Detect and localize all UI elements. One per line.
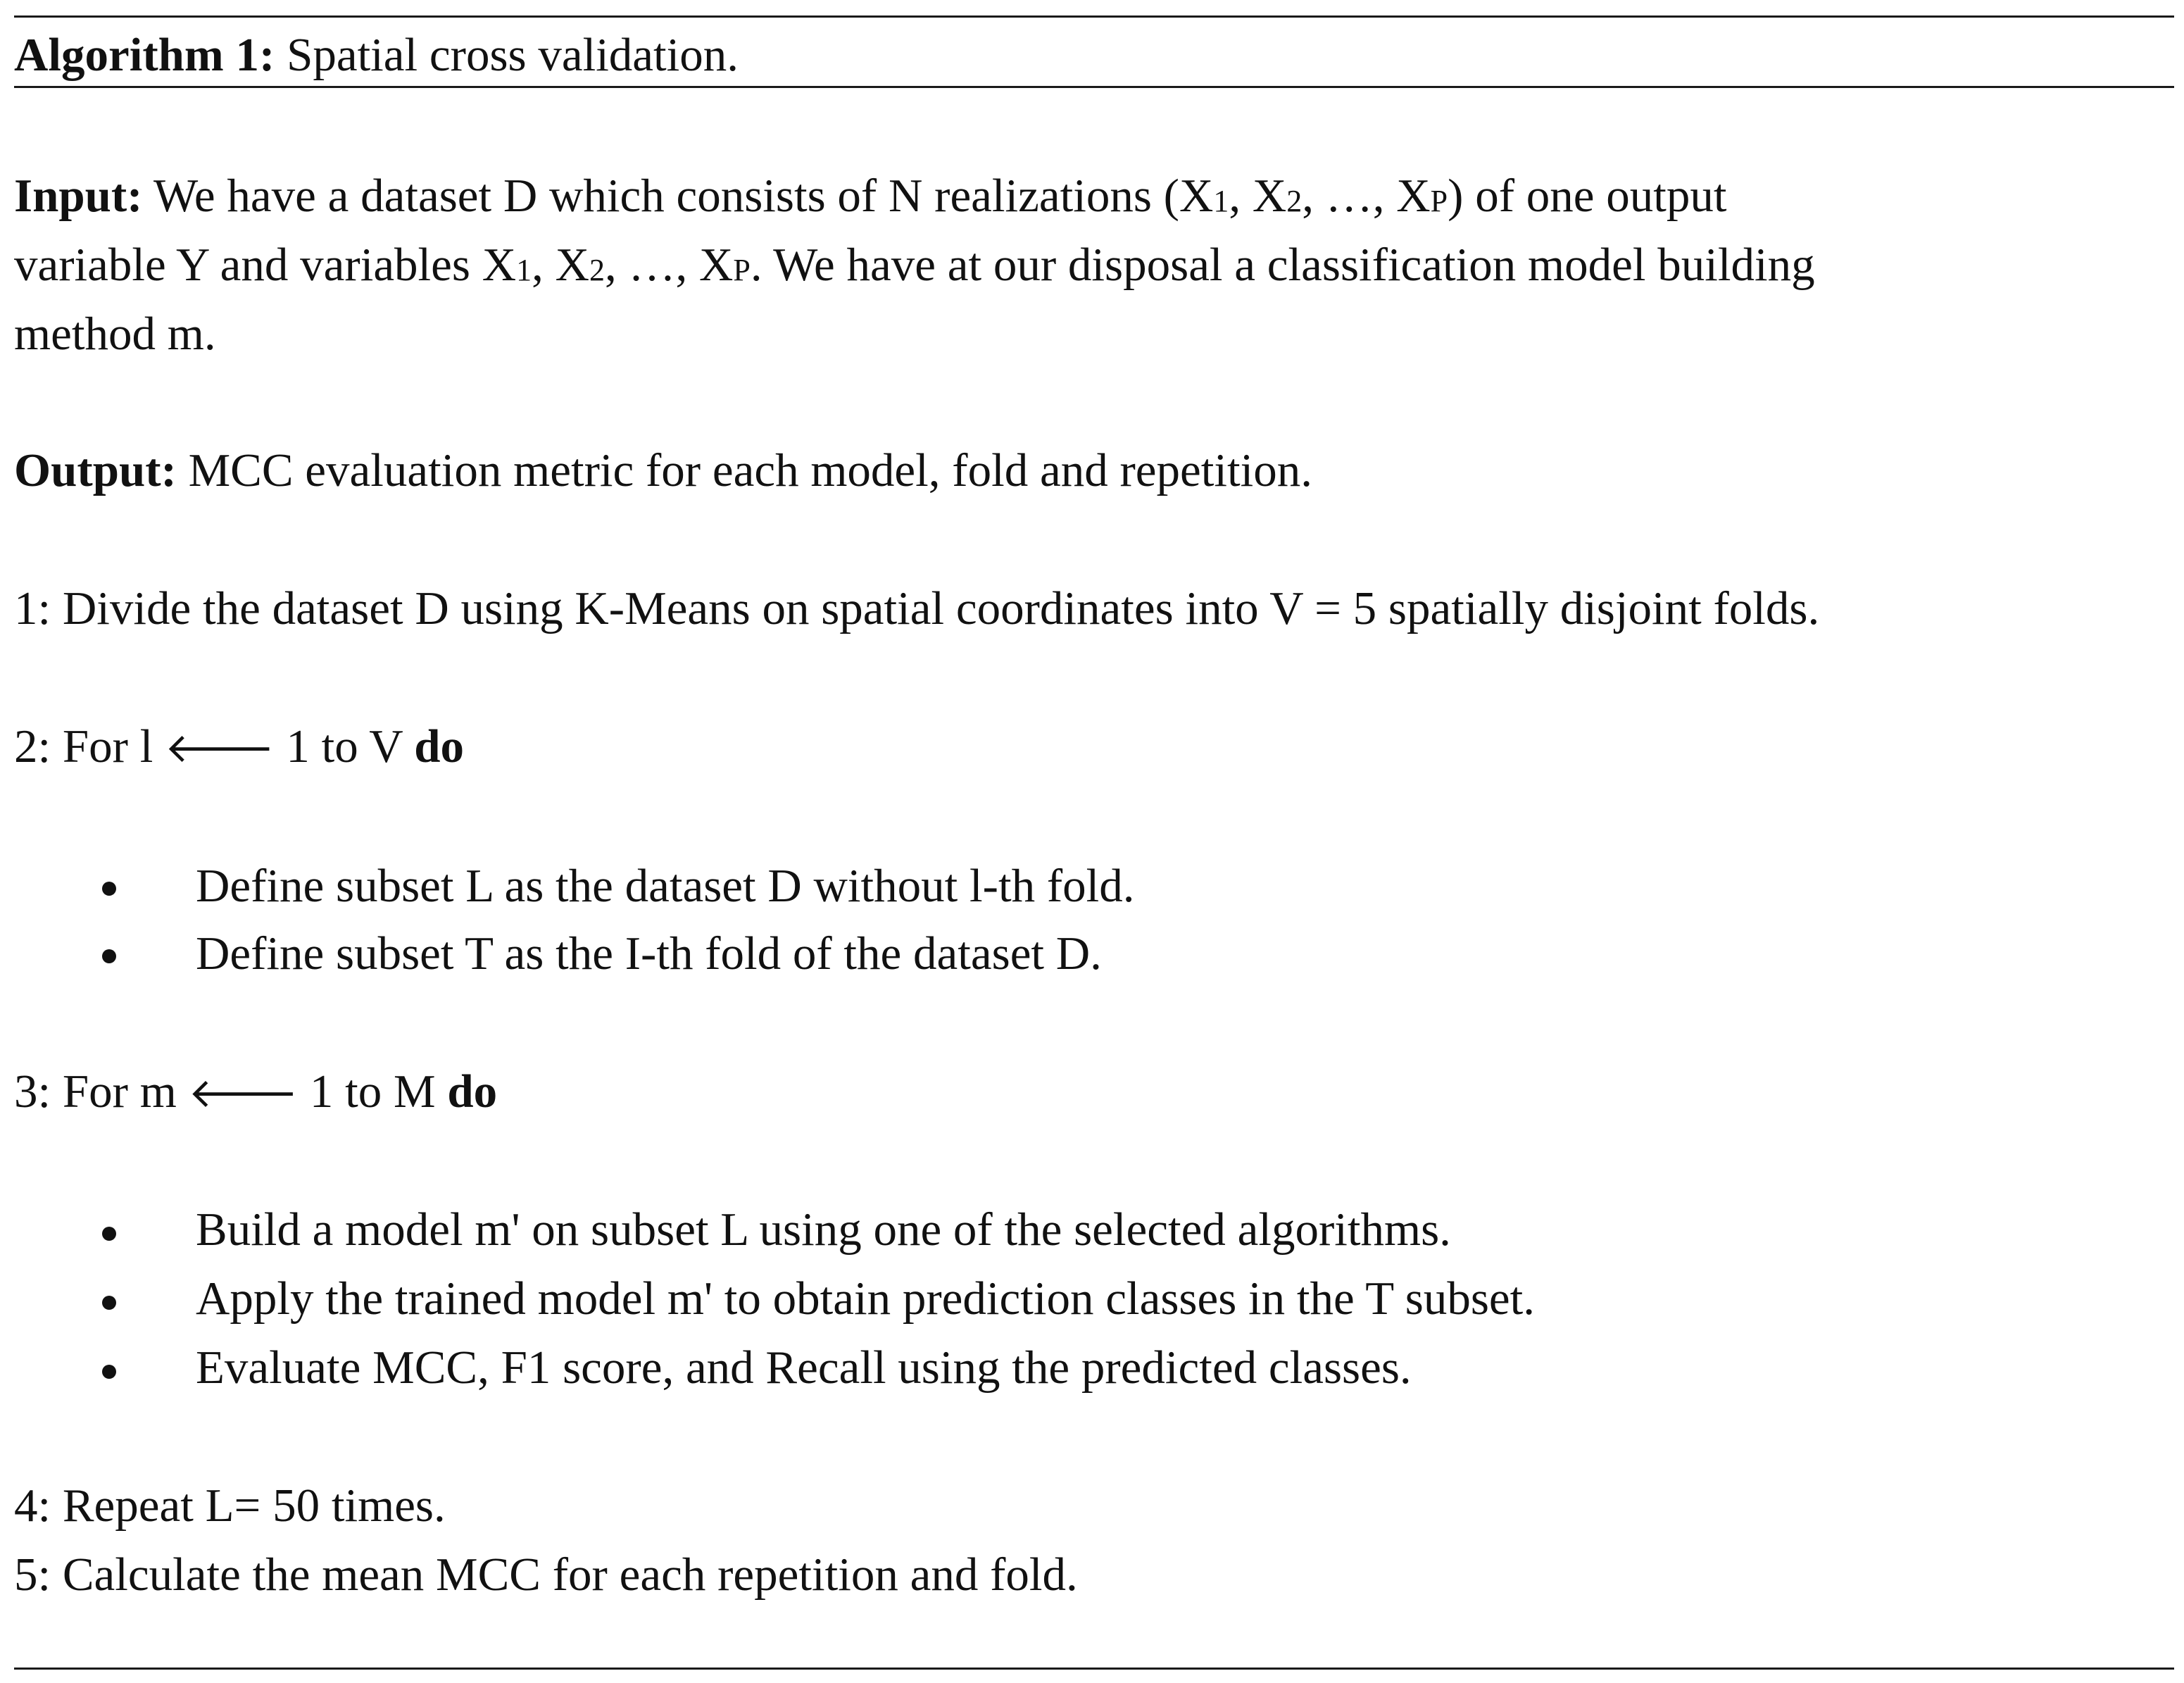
input-text-2c: , …, X xyxy=(605,239,734,291)
input-text-1a: We have a dataset D which consists of N realizations (X xyxy=(153,170,1214,222)
input-text-2b: , X xyxy=(532,239,590,291)
output-label: Output: xyxy=(14,444,177,496)
subscript-2: 2 xyxy=(589,253,605,287)
input-text-2a: variable Y and variables X xyxy=(14,239,517,291)
input-text-1b: , X xyxy=(1229,170,1287,222)
caption-rule xyxy=(14,86,2174,88)
do-keyword: do xyxy=(414,720,464,772)
input-text-1d: ) of one output xyxy=(1448,170,1727,222)
output-line xyxy=(14,442,1312,499)
step-3-item-2: Apply the trained model m' to obtain prediction classes in the T subset. xyxy=(196,1272,1536,1325)
step-2-text-b: 1 to V xyxy=(286,720,403,772)
input-line-2 xyxy=(14,237,1815,299)
bullet-icon xyxy=(102,1296,116,1310)
subscript-p: P xyxy=(733,253,751,287)
top-rule xyxy=(14,15,2174,18)
step-2-item-2: Define subset T as the I-th fold of the dataset D. xyxy=(196,927,1102,980)
left-arrow-icon: 🡐 xyxy=(165,724,275,772)
step-1: 1: Divide the dataset D using K-Means on spatial coordinates into V = 5 spatially disjoint folds. xyxy=(14,582,1820,634)
input-line-3: method m. xyxy=(14,308,216,360)
subscript-1: 1 xyxy=(1213,184,1229,218)
input-label: Input: xyxy=(14,170,143,222)
step-3 xyxy=(14,1063,497,1121)
left-arrow-icon: 🡐 xyxy=(188,1069,299,1117)
step-4: 4: Repeat L= 50 times. xyxy=(14,1479,446,1532)
algorithm-title: Spatial cross validation. xyxy=(287,29,739,81)
step-2 xyxy=(14,718,464,776)
step-2-text-a: 2: For l xyxy=(14,720,153,772)
bullet-icon xyxy=(102,1227,116,1241)
subscript-1: 1 xyxy=(516,253,532,287)
bullet-icon xyxy=(102,949,116,963)
step-3-item-1: Build a model m' on subset L using one of the selected algorithms. xyxy=(196,1203,1451,1256)
algorithm-caption xyxy=(14,27,739,83)
input-line-1 xyxy=(14,168,1726,230)
step-3-text-b: 1 to M xyxy=(309,1065,436,1118)
subscript-2: 2 xyxy=(1286,184,1303,218)
step-3-text-a: 3: For m xyxy=(14,1065,177,1118)
algorithm-label: Algorithm 1: xyxy=(14,29,275,81)
bullet-icon xyxy=(102,1365,116,1379)
input-text-1c: , …, X xyxy=(1302,170,1431,222)
bullet-icon xyxy=(102,882,116,896)
do-keyword: do xyxy=(447,1065,498,1118)
output-text: MCC evaluation metric for each model, fold and repetition. xyxy=(188,444,1312,496)
step-5: 5: Calculate the mean MCC for each repetition and fold. xyxy=(14,1549,1078,1601)
step-3-item-3: Evaluate MCC, F1 score, and Recall using the predicted classes. xyxy=(196,1341,1412,1394)
subscript-p: P xyxy=(1430,184,1448,218)
input-text-2d: . We have at our disposal a classification model building xyxy=(750,239,1815,291)
bottom-rule xyxy=(14,1668,2174,1670)
step-2-item-1: Define subset L as the dataset D without l-th fold. xyxy=(196,860,1135,912)
